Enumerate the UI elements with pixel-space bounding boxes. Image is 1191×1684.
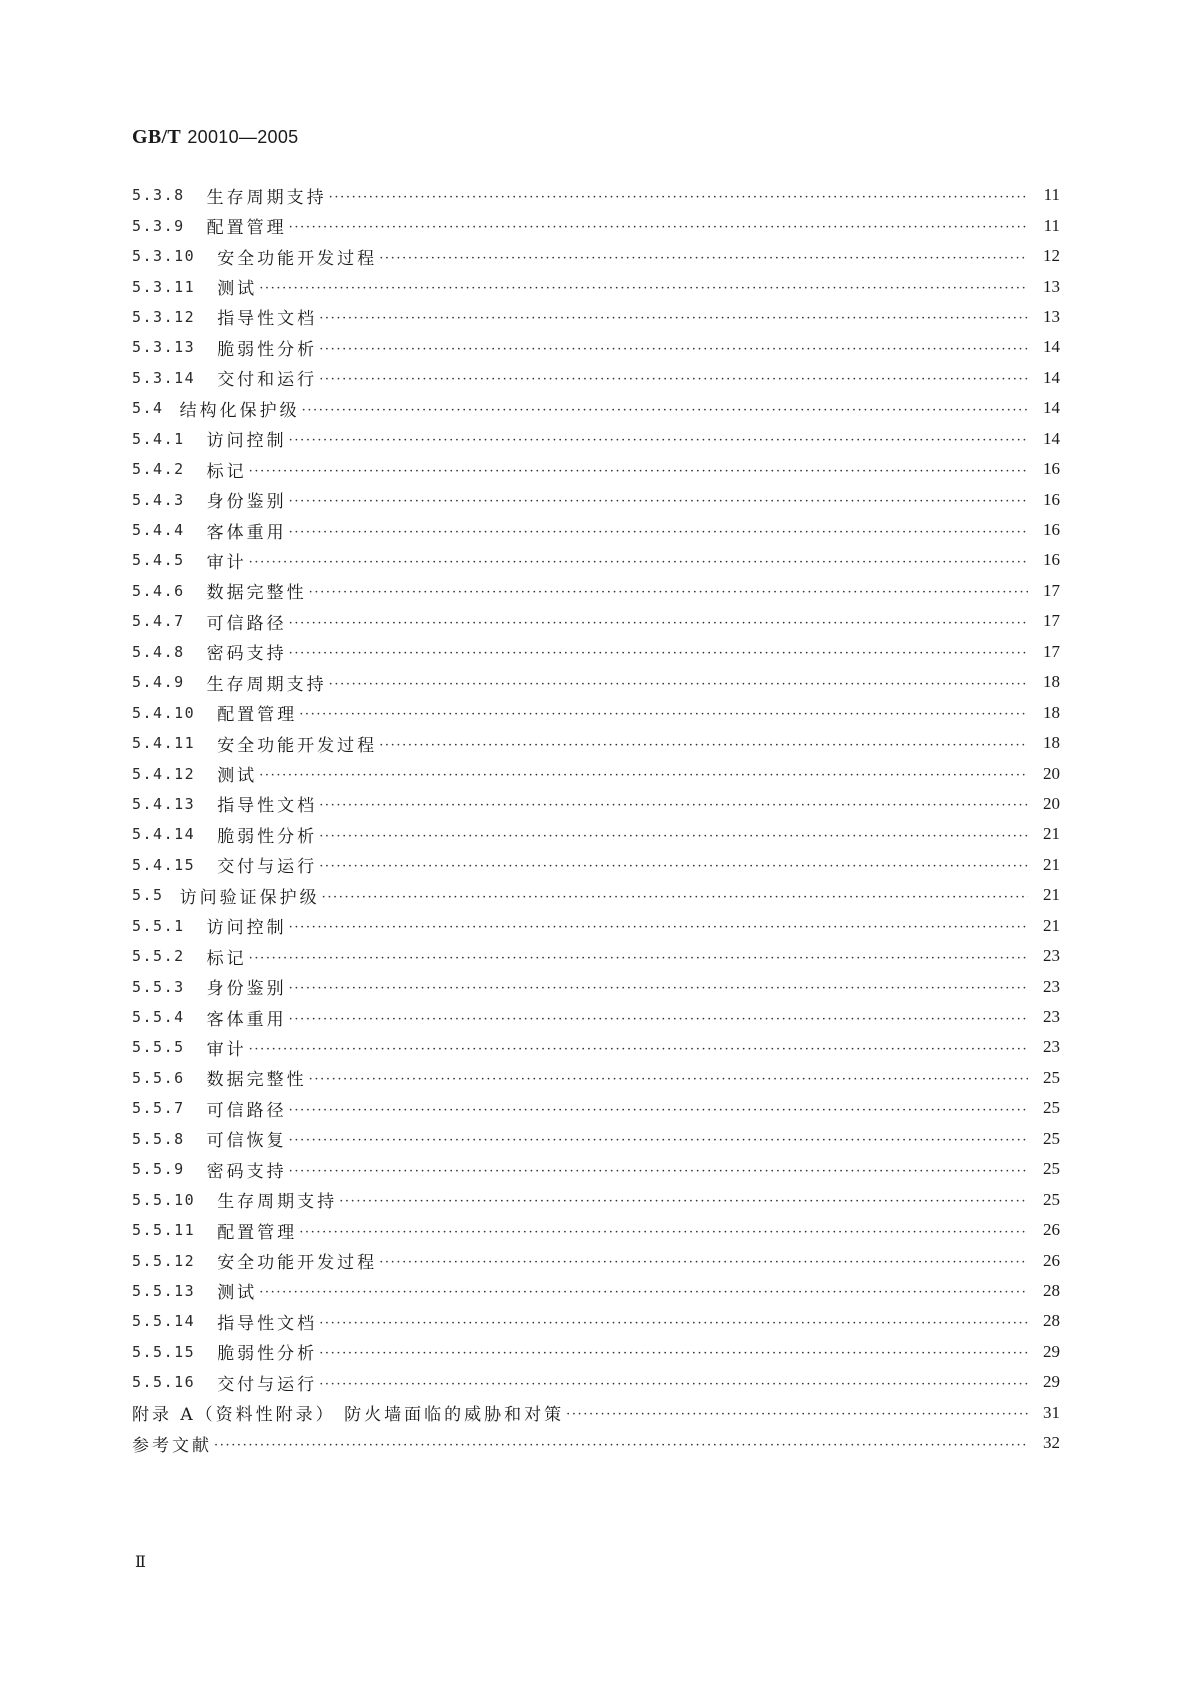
toc-entry[interactable] xyxy=(132,850,1060,880)
toc-entry-number: 5.5.13 xyxy=(132,1281,196,1300)
toc-entry-number: 5.4 xyxy=(132,399,164,418)
toc-entry-number: 5.3.13 xyxy=(132,338,196,357)
toc-entry-number: 5.5.14 xyxy=(132,1312,196,1331)
toc-leader-dots xyxy=(309,586,1028,599)
toc-entry-number: 5.5.12 xyxy=(132,1251,196,1270)
toc-entry[interactable] xyxy=(132,971,1060,1001)
toc-entry[interactable] xyxy=(132,1428,1060,1458)
toc-leader-dots xyxy=(289,1104,1028,1117)
toc-entry-page: 25 xyxy=(1043,1159,1060,1179)
toc-entry-title: 密码支持 xyxy=(206,1161,287,1182)
toc-entry-number: 5.4.6 xyxy=(132,581,185,600)
standard-number: 20010—2005 xyxy=(187,127,299,147)
toc-leader-dots xyxy=(259,282,1028,295)
standard-header xyxy=(132,126,298,149)
toc-leader-dots xyxy=(289,434,1028,447)
toc-entry-page: 21 xyxy=(1043,824,1060,844)
toc-leader-dots xyxy=(289,1013,1028,1026)
toc-leader-dots xyxy=(289,921,1028,934)
toc-entry-page: 17 xyxy=(1043,580,1060,600)
toc-entry[interactable] xyxy=(132,1002,1060,1032)
toc-entry[interactable] xyxy=(132,1337,1060,1367)
toc-entry-title: 安全功能开发过程 xyxy=(217,735,378,756)
toc-entry-page: 23 xyxy=(1043,976,1060,996)
toc-leader-dots xyxy=(329,191,1028,204)
toc-leader-dots xyxy=(319,1347,1028,1360)
toc-leader-dots xyxy=(289,1165,1028,1178)
toc-entry[interactable] xyxy=(132,424,1060,454)
toc-leader-dots xyxy=(329,678,1028,691)
toc-entry-title: 标记 xyxy=(206,461,247,482)
toc-entry-page: 20 xyxy=(1043,763,1060,783)
toc-entry-title: 身份鉴别 xyxy=(206,979,287,1000)
toc-entry-title: 交付与运行 xyxy=(217,857,318,878)
toc-entry-title: 交付和运行 xyxy=(217,370,318,391)
toc-entry-number: 5.3.8 xyxy=(132,186,185,205)
toc-entry-title: 可信路径 xyxy=(206,1100,287,1121)
toc-entry[interactable] xyxy=(132,1184,1060,1214)
toc-entry-number: 5.4.12 xyxy=(132,764,196,783)
toc-entry-title: 测试 xyxy=(217,1283,258,1304)
toc-entry-title: 客体重用 xyxy=(206,522,287,543)
toc-entry-page: 14 xyxy=(1043,367,1060,387)
toc-entry[interactable] xyxy=(132,911,1060,941)
toc-entry-number: 5.5.9 xyxy=(132,1160,185,1179)
toc-entry-page: 14 xyxy=(1043,337,1060,357)
toc-entry[interactable] xyxy=(132,1276,1060,1306)
toc-entry-page: 18 xyxy=(1043,702,1060,722)
toc-entry-number: 5.5.2 xyxy=(132,947,185,966)
toc-leader-dots xyxy=(319,312,1028,325)
toc-entry-number: 5.4.8 xyxy=(132,642,185,661)
toc-entry-title: 指导性文档 xyxy=(217,1313,318,1334)
toc-entry-page: 21 xyxy=(1043,854,1060,874)
toc-entry-page: 18 xyxy=(1043,733,1060,753)
toc-entry-title: 密码支持 xyxy=(206,644,287,665)
toc-leader-dots xyxy=(302,404,1028,417)
toc-entry-number: 5.4.15 xyxy=(132,855,196,874)
toc-entry-number: 5.5.7 xyxy=(132,1099,185,1118)
toc-entry-title: 访问验证保护级 xyxy=(179,887,320,908)
toc-entry-title: 配置管理 xyxy=(217,705,298,726)
toc-entry-title: 生存周期支持 xyxy=(206,674,327,695)
toc-entry[interactable] xyxy=(132,606,1060,636)
toc-entry-page: 26 xyxy=(1043,1250,1060,1270)
standard-code: GB/T xyxy=(132,126,181,148)
toc-entry-number: 5.5.3 xyxy=(132,977,185,996)
toc-entry-number: 5.4.13 xyxy=(132,794,196,813)
toc-entry-number: 5.5 xyxy=(132,886,164,905)
toc-leader-dots xyxy=(214,1439,1028,1452)
toc-entry-number: 5.3.10 xyxy=(132,247,196,266)
toc-entry-page: 17 xyxy=(1043,611,1060,631)
toc-entry-page: 25 xyxy=(1043,1098,1060,1118)
toc-entry[interactable] xyxy=(132,454,1060,484)
toc-leader-dots xyxy=(322,891,1028,904)
toc-entry-title: 生存周期支持 xyxy=(206,187,327,208)
toc-entry-title: 可信路径 xyxy=(206,613,287,634)
toc-entry[interactable] xyxy=(132,637,1060,667)
toc-entry-number: 5.5.4 xyxy=(132,1008,185,1027)
toc-entry-number: 5.5.6 xyxy=(132,1068,185,1087)
toc-entry-number: 5.3.14 xyxy=(132,368,196,387)
toc-entry-page: 16 xyxy=(1043,550,1060,570)
toc-entry-number: 5.4.2 xyxy=(132,460,185,479)
toc-entry-number: 5.5.1 xyxy=(132,916,185,935)
toc-entry-title: 客体重用 xyxy=(206,1009,287,1030)
toc-entry-title: 指导性文档 xyxy=(217,796,318,817)
toc-leader-dots xyxy=(339,1195,1028,1208)
toc-entry-page: 21 xyxy=(1043,885,1060,905)
toc-entry-title: 脆弱性分析 xyxy=(217,826,318,847)
toc-entry-number: 5.4.9 xyxy=(132,673,185,692)
toc-entry-title: 安全功能开发过程 xyxy=(217,248,378,269)
toc-entry-page: 23 xyxy=(1043,946,1060,966)
table-of-contents xyxy=(132,180,1060,1458)
toc-entry[interactable] xyxy=(132,332,1060,362)
toc-leader-dots xyxy=(319,830,1028,843)
toc-leader-dots xyxy=(319,1378,1028,1391)
toc-leader-dots xyxy=(566,1408,1028,1421)
toc-leader-dots xyxy=(289,647,1028,660)
toc-entry-page: 14 xyxy=(1043,398,1060,418)
toc-entry-page: 21 xyxy=(1043,915,1060,935)
toc-leader-dots xyxy=(289,526,1028,539)
toc-leader-dots xyxy=(259,769,1028,782)
toc-entry-number: 5.5.15 xyxy=(132,1342,196,1361)
toc-leader-dots xyxy=(299,1226,1028,1239)
toc-entry-title: 指导性文档 xyxy=(217,309,318,330)
toc-entry-page: 25 xyxy=(1043,1067,1060,1087)
toc-entry-title: 审计 xyxy=(206,552,247,573)
toc-leader-dots xyxy=(249,465,1028,478)
toc-entry[interactable] xyxy=(132,1215,1060,1245)
toc-entry[interactable] xyxy=(132,1154,1060,1184)
toc-leader-dots xyxy=(319,799,1028,812)
toc-entry[interactable] xyxy=(132,697,1060,727)
toc-entry-page: 16 xyxy=(1043,489,1060,509)
toc-entry[interactable] xyxy=(132,363,1060,393)
toc-entry[interactable] xyxy=(132,180,1060,210)
toc-leader-dots xyxy=(249,1043,1028,1056)
toc-entry-page: 29 xyxy=(1043,1341,1060,1361)
toc-entry-page: 17 xyxy=(1043,641,1060,661)
toc-entry-title: 附录 A（资料性附录） 防火墙面临的威胁和对策 xyxy=(132,1405,565,1426)
toc-entry-title: 配置管理 xyxy=(206,218,287,239)
toc-entry-number: 5.5.8 xyxy=(132,1129,185,1148)
toc-entry-page: 31 xyxy=(1043,1402,1060,1422)
toc-entry-number: 5.4.5 xyxy=(132,551,185,570)
toc-entry-title: 脆弱性分析 xyxy=(217,339,318,360)
toc-entry[interactable] xyxy=(132,1032,1060,1062)
toc-entry[interactable] xyxy=(132,941,1060,971)
toc-entry-page: 11 xyxy=(1043,185,1060,205)
toc-leader-dots xyxy=(379,1256,1028,1269)
toc-leader-dots xyxy=(319,343,1028,356)
toc-entry-title: 生存周期支持 xyxy=(217,1192,338,1213)
toc-entry[interactable] xyxy=(132,1063,1060,1093)
toc-leader-dots xyxy=(289,495,1028,508)
toc-entry-title: 交付与运行 xyxy=(217,1374,318,1395)
toc-entry-page: 13 xyxy=(1043,276,1060,296)
toc-entry[interactable] xyxy=(132,302,1060,332)
toc-entry-number: 5.4.14 xyxy=(132,825,196,844)
toc-entry-number: 5.4.4 xyxy=(132,521,185,540)
toc-entry-page: 25 xyxy=(1043,1189,1060,1209)
toc-entry-number: 5.3.12 xyxy=(132,307,196,326)
toc-entry-page: 26 xyxy=(1043,1220,1060,1240)
toc-entry[interactable] xyxy=(132,515,1060,545)
toc-entry-title: 可信恢复 xyxy=(206,1131,287,1152)
toc-entry-number: 5.3.9 xyxy=(132,216,185,235)
toc-leader-dots xyxy=(249,952,1028,965)
toc-entry-title: 配置管理 xyxy=(217,1222,298,1243)
toc-entry[interactable] xyxy=(132,1093,1060,1123)
toc-entry-number: 5.5.16 xyxy=(132,1373,196,1392)
toc-leader-dots xyxy=(299,708,1028,721)
toc-leader-dots xyxy=(379,252,1028,265)
toc-entry-page: 28 xyxy=(1043,1311,1060,1331)
toc-entry-page: 12 xyxy=(1043,246,1060,266)
toc-entry-page: 29 xyxy=(1043,1372,1060,1392)
toc-entry[interactable] xyxy=(132,1124,1060,1154)
toc-leader-dots xyxy=(319,1317,1028,1330)
toc-entry-title: 安全功能开发过程 xyxy=(217,1253,378,1274)
toc-leader-dots xyxy=(289,1134,1028,1147)
toc-entry-title: 测试 xyxy=(217,766,258,787)
toc-entry-number: 5.5.10 xyxy=(132,1190,196,1209)
toc-leader-dots xyxy=(289,221,1028,234)
toc-entry-page: 23 xyxy=(1043,1037,1060,1057)
toc-entry-number: 5.4.11 xyxy=(132,734,196,753)
toc-entry[interactable] xyxy=(132,880,1060,910)
toc-entry[interactable] xyxy=(132,241,1060,271)
toc-entry-page: 11 xyxy=(1043,215,1060,235)
toc-entry-number: 5.5.5 xyxy=(132,1038,185,1057)
toc-entry[interactable] xyxy=(132,576,1060,606)
toc-entry[interactable] xyxy=(132,728,1060,758)
toc-entry-title: 标记 xyxy=(206,948,247,969)
page-number: Ⅱ xyxy=(135,1554,146,1571)
toc-entry-number: 5.4.10 xyxy=(132,703,196,722)
toc-entry[interactable] xyxy=(132,1398,1060,1428)
toc-entry[interactable] xyxy=(132,210,1060,240)
toc-entry-number: 5.4.1 xyxy=(132,429,185,448)
toc-entry-page: 18 xyxy=(1043,672,1060,692)
toc-entry-page: 16 xyxy=(1043,520,1060,540)
toc-leader-dots xyxy=(289,982,1028,995)
toc-leader-dots xyxy=(379,739,1028,752)
toc-entry-page: 23 xyxy=(1043,1007,1060,1027)
toc-entry[interactable] xyxy=(132,393,1060,423)
toc-entry-page: 25 xyxy=(1043,1128,1060,1148)
toc-entry[interactable] xyxy=(132,1306,1060,1336)
toc-entry-title: 审计 xyxy=(206,1039,247,1060)
toc-entry[interactable] xyxy=(132,819,1060,849)
toc-entry-title: 数据完整性 xyxy=(206,1070,307,1091)
toc-entry[interactable] xyxy=(132,271,1060,301)
toc-leader-dots xyxy=(319,373,1028,386)
toc-entry[interactable] xyxy=(132,1245,1060,1275)
toc-leader-dots xyxy=(289,617,1028,630)
toc-entry-page: 28 xyxy=(1043,1280,1060,1300)
toc-entry-page: 32 xyxy=(1043,1433,1060,1453)
toc-entry-page: 13 xyxy=(1043,306,1060,326)
toc-entry[interactable] xyxy=(132,758,1060,788)
toc-leader-dots xyxy=(319,860,1028,873)
toc-entry-title: 访问控制 xyxy=(206,431,287,452)
toc-entry-page: 14 xyxy=(1043,428,1060,448)
toc-entry-title: 结构化保护级 xyxy=(179,400,300,421)
toc-entry[interactable] xyxy=(132,545,1060,575)
toc-entry-number: 5.4.3 xyxy=(132,490,185,509)
toc-entry-title: 参考文献 xyxy=(132,1435,212,1456)
toc-leader-dots xyxy=(249,556,1028,569)
toc-leader-dots xyxy=(309,1073,1028,1086)
toc-entry-number: 5.3.11 xyxy=(132,277,196,296)
toc-entry-title: 身份鉴别 xyxy=(206,492,287,513)
toc-leader-dots xyxy=(259,1286,1028,1299)
toc-entry[interactable] xyxy=(132,1367,1060,1397)
toc-entry-title: 测试 xyxy=(217,279,258,300)
toc-entry-title: 数据完整性 xyxy=(206,583,307,604)
toc-entry[interactable] xyxy=(132,484,1060,514)
toc-entry-number: 5.5.11 xyxy=(132,1221,196,1240)
toc-entry[interactable] xyxy=(132,667,1060,697)
toc-entry-number: 5.4.7 xyxy=(132,612,185,631)
toc-entry-page: 16 xyxy=(1043,459,1060,479)
toc-entry[interactable] xyxy=(132,789,1060,819)
toc-entry-title: 访问控制 xyxy=(206,918,287,939)
toc-entry-page: 20 xyxy=(1043,793,1060,813)
toc-entry-title: 脆弱性分析 xyxy=(217,1344,318,1365)
